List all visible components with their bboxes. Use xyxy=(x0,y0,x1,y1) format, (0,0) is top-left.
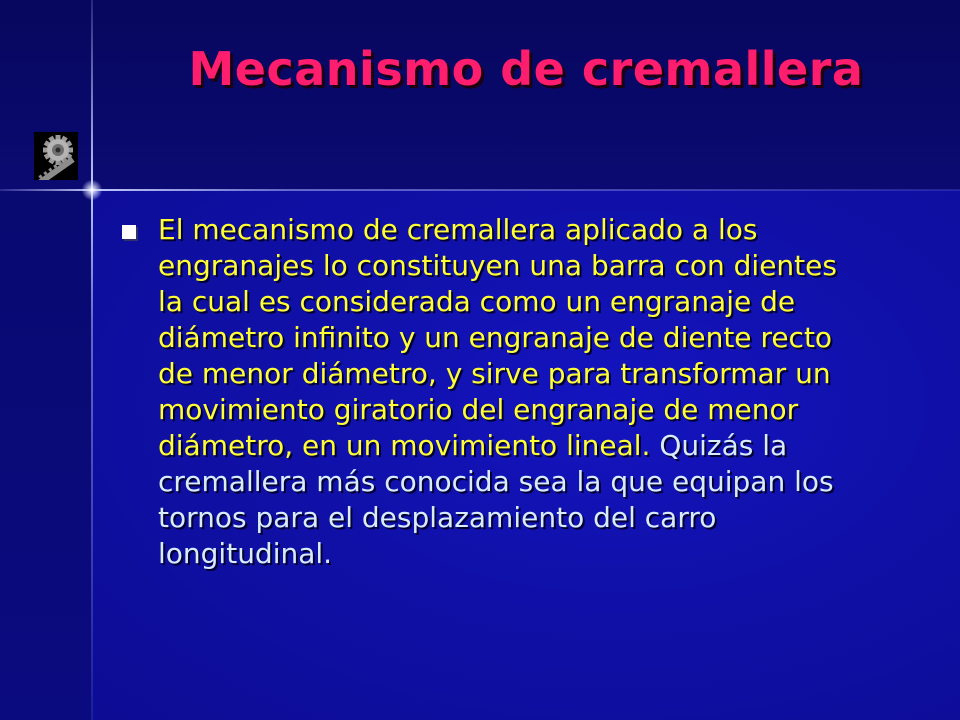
bullet-item xyxy=(118,212,848,572)
horizontal-accent-line xyxy=(0,189,960,191)
vertical-accent-line xyxy=(91,0,93,720)
bullet-text-secondary: Quizás la cremallera más conocida sea la que equipan los tornos para el desplazamiento del carro longitudinal. xyxy=(158,429,834,570)
gear-graphic xyxy=(34,132,78,180)
bullet-text-primary: El mecanismo de cremallera aplicado a los engranajes lo constituyen una barra con dientes la cual es considerada como un engranaje de diámetro infinito y un engranaje de diente recto de menor diámetro, y sirve para transformar un movimiento giratorio del engranaje de menor diámetro, en un movimiento lineal. xyxy=(158,213,837,462)
bullet-list xyxy=(118,212,848,572)
rack-and-pinion-gear-icon xyxy=(34,132,78,180)
slide-title: Mecanismo de cremallera xyxy=(188,42,864,96)
crosshair-glow xyxy=(82,180,102,200)
bullet-square-icon xyxy=(122,225,136,239)
